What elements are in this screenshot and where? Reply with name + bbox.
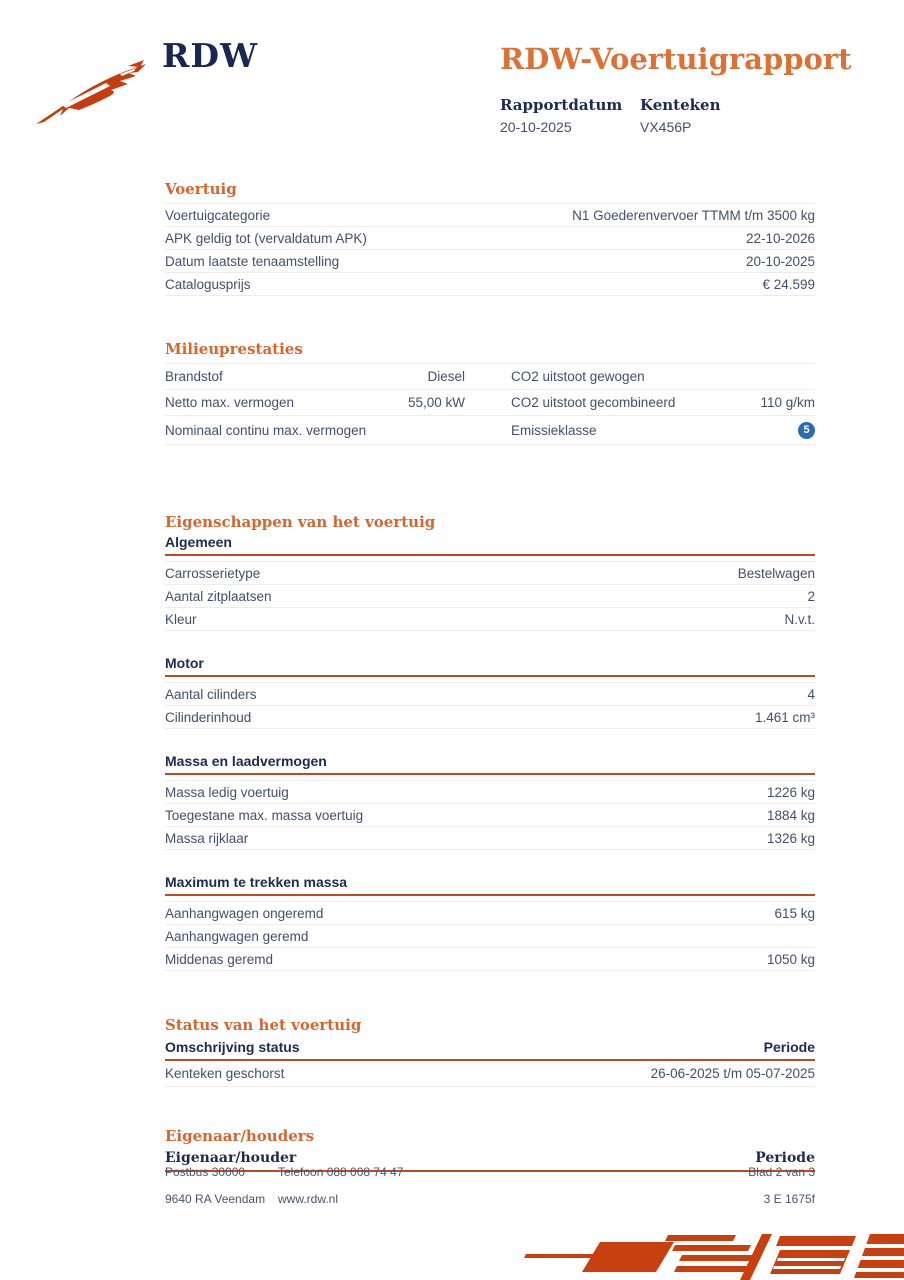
rdw-stripe-art-icon bbox=[524, 1232, 904, 1280]
column-header-periode: Periode bbox=[755, 1150, 815, 1166]
table-row bbox=[165, 682, 815, 705]
row-value: 26-06-2025 t/m 05-07-2025 bbox=[650, 1066, 815, 1081]
subsection-massa bbox=[165, 753, 815, 850]
subsection-title: Motor bbox=[165, 655, 815, 677]
row-value: Bestelwagen bbox=[737, 565, 815, 581]
subsection-title: Massa en laadvermogen bbox=[165, 753, 815, 775]
row-label: Aanhangwagen ongeremd bbox=[165, 905, 324, 921]
footer-phone: Telefoon 088 008 74 47 bbox=[278, 1165, 404, 1179]
footer-address-line2: 9640 RA Veendam bbox=[165, 1192, 266, 1206]
milieu-table bbox=[165, 363, 815, 445]
report-date-block bbox=[500, 96, 640, 135]
massa-table bbox=[165, 780, 815, 850]
report-content bbox=[165, 180, 815, 1172]
column-header-eigenaar: Eigenaar/houder bbox=[165, 1150, 297, 1166]
row-value: 1050 kg bbox=[766, 951, 815, 967]
section-heading-eigenaar: Eigenaar/houders bbox=[165, 1127, 315, 1145]
table-row bbox=[165, 389, 815, 415]
row-value: € 24.599 bbox=[762, 276, 815, 292]
section-heading-eigenschappen: Eigenschappen van het voertuig bbox=[165, 513, 436, 531]
kenteken-block bbox=[640, 96, 800, 135]
row-value: 615 kg bbox=[774, 905, 815, 921]
row-label: Brandstof bbox=[165, 369, 223, 384]
row-value bbox=[705, 421, 815, 439]
emission-class-badge: 5 bbox=[798, 422, 815, 439]
table-row bbox=[165, 1061, 815, 1087]
footer-website: www.rdw.nl bbox=[278, 1192, 339, 1206]
row-label: Voertuigcategorie bbox=[165, 207, 271, 223]
table-row bbox=[165, 901, 815, 924]
subsection-title: Maximum te trekken massa bbox=[165, 874, 815, 896]
row-value: 2 bbox=[807, 588, 815, 604]
table-row bbox=[165, 947, 815, 971]
row-label: Emissieklasse bbox=[511, 422, 597, 438]
status-table-header bbox=[165, 1039, 815, 1061]
row-label: Aantal cilinders bbox=[165, 686, 257, 702]
row-label: Catalogusprijs bbox=[165, 276, 251, 292]
footer-line bbox=[165, 1192, 815, 1206]
row-value: 4 bbox=[807, 686, 815, 702]
rdw-feather-logo-icon bbox=[32, 52, 154, 137]
column-header-omschrijving: Omschrijving status bbox=[165, 1039, 300, 1055]
row-value: N1 Goederenvervoer TTMM t/m 3500 kg bbox=[572, 207, 815, 223]
page-title: RDW-Voertuigrapport bbox=[500, 42, 852, 76]
section-status bbox=[165, 1016, 815, 1087]
section-eigenschappen bbox=[165, 513, 815, 971]
report-date-value: 20-10-2025 bbox=[500, 119, 572, 135]
section-voertuig bbox=[165, 180, 815, 296]
section-heading-voertuig: Voertuig bbox=[165, 180, 237, 198]
rdw-logo-text: RDW bbox=[162, 36, 259, 75]
row-value: Diesel bbox=[427, 369, 465, 384]
report-date-label: Rapportdatum bbox=[500, 96, 623, 114]
footer-form-code: 3 E 1675f bbox=[763, 1192, 815, 1206]
subsection-title: Algemeen bbox=[165, 534, 815, 556]
table-row bbox=[165, 415, 815, 445]
row-value: 1.461 cm³ bbox=[754, 709, 815, 725]
status-table bbox=[165, 1061, 815, 1087]
kenteken-value: VX456P bbox=[640, 119, 692, 135]
subsection-motor bbox=[165, 655, 815, 729]
row-label: Netto max. vermogen bbox=[165, 395, 295, 410]
row-label: Carrosserietype bbox=[165, 565, 261, 581]
kenteken-label: Kenteken bbox=[640, 96, 721, 114]
row-value: 110 g/km bbox=[760, 395, 815, 410]
row-label: Aanhangwagen geremd bbox=[165, 928, 309, 944]
subsection-trekken-massa bbox=[165, 874, 815, 971]
row-value: N.v.t. bbox=[784, 611, 815, 627]
table-row bbox=[165, 780, 815, 803]
footer-page-indicator: Blad 2 van 3 bbox=[748, 1165, 815, 1179]
row-label: Massa rijklaar bbox=[165, 830, 249, 846]
report-meta bbox=[500, 96, 800, 135]
table-row bbox=[165, 226, 815, 249]
row-label: CO2 uitstoot gewogen bbox=[511, 369, 645, 384]
row-label: Kenteken geschorst bbox=[165, 1066, 285, 1081]
table-row bbox=[165, 705, 815, 729]
section-heading-milieuprestaties: Milieuprestaties bbox=[165, 340, 303, 358]
footer-line bbox=[165, 1165, 815, 1179]
section-milieuprestaties bbox=[165, 340, 815, 445]
row-value: 55,00 kW bbox=[407, 395, 465, 410]
section-heading-status: Status van het voertuig bbox=[165, 1016, 362, 1034]
table-row bbox=[165, 203, 815, 226]
table-row bbox=[165, 561, 815, 584]
row-value: 1226 kg bbox=[766, 784, 815, 800]
row-value: 1326 kg bbox=[766, 830, 815, 846]
table-row bbox=[165, 363, 815, 389]
footer-address-line1: Postbus 30000 bbox=[165, 1165, 246, 1179]
trekken-massa-table bbox=[165, 901, 815, 971]
row-value: 20-10-2025 bbox=[745, 253, 815, 269]
page-footer bbox=[165, 1165, 815, 1219]
row-label: Cilinderinhoud bbox=[165, 709, 252, 725]
row-label: Middenas geremd bbox=[165, 951, 274, 967]
row-label: APK geldig tot (vervaldatum APK) bbox=[165, 230, 367, 246]
row-label: Datum laatste tenaamstelling bbox=[165, 253, 340, 269]
row-value: 22-10-2026 bbox=[745, 230, 815, 246]
table-row bbox=[165, 826, 815, 850]
subsection-algemeen bbox=[165, 534, 815, 631]
column-header-periode: Periode bbox=[763, 1039, 815, 1055]
row-label: Toegestane max. massa voertuig bbox=[165, 807, 364, 823]
row-label: Kleur bbox=[165, 611, 197, 627]
algemeen-table bbox=[165, 561, 815, 631]
voertuig-table bbox=[165, 203, 815, 296]
row-label: Massa ledig voertuig bbox=[165, 784, 289, 800]
row-value: 1884 kg bbox=[766, 807, 815, 823]
table-row bbox=[165, 924, 815, 947]
row-label: CO2 uitstoot gecombineerd bbox=[511, 395, 676, 410]
table-row bbox=[165, 803, 815, 826]
table-row bbox=[165, 584, 815, 607]
row-label: Aantal zitplaatsen bbox=[165, 588, 272, 604]
table-row bbox=[165, 607, 815, 631]
table-row bbox=[165, 272, 815, 296]
motor-table bbox=[165, 682, 815, 729]
row-label: Nominaal continu max. vermogen bbox=[165, 422, 367, 438]
table-row bbox=[165, 249, 815, 272]
